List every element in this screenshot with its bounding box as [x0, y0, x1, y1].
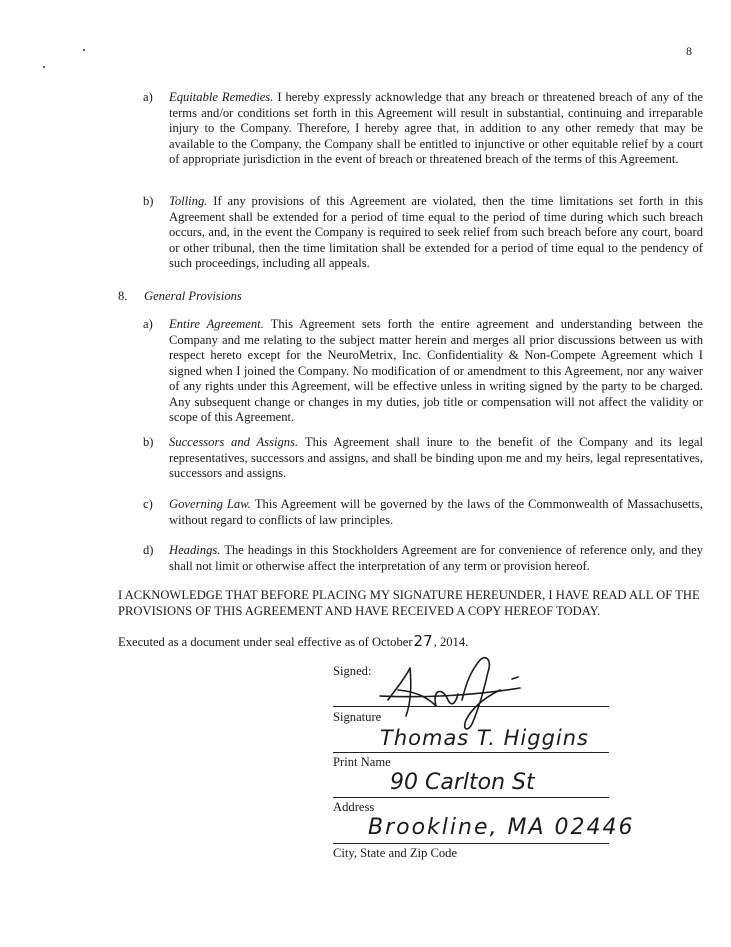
- city-state-zip-label: City, State and Zip Code: [333, 846, 458, 860]
- handwritten-print-name: Thomas T. Higgins: [380, 726, 589, 750]
- signature-label: Signature: [333, 710, 382, 724]
- handwritten-city-state-zip: Brookline, MA 02446: [368, 815, 635, 840]
- clause-label: c): [143, 497, 153, 511]
- clause-title: Successors and Assigns.: [169, 435, 299, 449]
- clause-label: a): [143, 317, 153, 331]
- executed-day-handwritten: 27: [413, 632, 433, 650]
- clause-title: Equitable Remedies.: [169, 90, 274, 104]
- clause-label: d): [143, 543, 154, 557]
- clause-title: Entire Agreement.: [169, 317, 264, 331]
- signed-label: Signed:: [333, 664, 372, 678]
- acknowledgement-text: I ACKNOWLEDGE THAT BEFORE PLACING MY SIGNATURE HEREUNDER, I HAVE READ ALL OF THE PROVISIONS OF THIS AGREEMENT AND HAVE RECEIVED A COPY HEREOF TODAY.: [118, 588, 700, 618]
- clause-label: a): [143, 90, 153, 104]
- address-label: Address: [333, 800, 375, 814]
- clause-text: This Agreement will be governed by the laws of the Commonwealth of Massachusetts, without regard to conflicts of law principles.: [169, 497, 703, 527]
- clause-title: Headings.: [169, 543, 221, 557]
- clause-text: If any provisions of this Agreement are violated, then the time limitations set forth in this Agreement shall be extended for a period of time equal to the period of time during which such breach occurs, and, in the event the Company is required to seek relief from such breach before any court, board or other tribunal, then the time limitation shall be extended for a period of time equal to the pendency of such proceedings, including all appeals.: [169, 194, 703, 270]
- city-state-zip-line: [333, 843, 609, 844]
- clause-text: This Agreement shall inure to the benefit of the Company and its legal representatives, successors and assigns, and shall be binding upon me and my heirs, legal representatives, successors and assigns.: [169, 435, 703, 480]
- clause-title: Governing Law.: [169, 497, 251, 511]
- page-number: 8: [686, 44, 692, 58]
- address-line: [333, 797, 609, 798]
- handwritten-address: 90 Carlton St: [390, 770, 535, 795]
- print-name-label: Print Name: [333, 755, 391, 769]
- section-title: General Provisions: [144, 289, 242, 303]
- clause-text: This Agreement sets forth the entire agreement and understanding between the Company and me relating to the subject matter herein and merges all prior discussions between us with respect hereto except for the NeuroMetrix, Inc. Confidentiality & Non-Compete Agreement which I signed when I joined the Company. No modification of or amendment to this Agreement, nor any waiver of any rights under this Agreement, will be effective unless in writing signed by the party to be charged. Any subsequent change or changes in my duties, job title or compensation will not affect the validity or scope of this Agreement.: [169, 317, 703, 424]
- clause-title: Tolling.: [169, 194, 208, 208]
- clause-label: b): [143, 435, 154, 449]
- signature-line: [333, 706, 609, 707]
- executed-suffix: , 2014.: [433, 635, 469, 649]
- clause-text: The headings in this Stockholders Agreement are for convenience of reference only, and they shall not limit or otherwise affect the interpretation of any term or provision hereof.: [169, 543, 704, 573]
- clause-text: I hereby expressly acknowledge that any breach or threatened breach of any of the terms and/or conditions set forth in this Agreement will result in substantial, continuing and irreparable injury to the Company. Therefore, I hereby agree that, in addition to any other remedy that may be available to the Company, the Company shall be entitled to injunctive or other equitable relief by a court of appropriate jurisdiction in the event of breach or threatened breach of the terms of this Agreement.: [169, 90, 703, 166]
- clause-label: b): [143, 194, 154, 208]
- executed-prefix: Executed as a document under seal effective as of October: [118, 635, 413, 649]
- print-name-line: [333, 752, 609, 753]
- section-number: 8.: [118, 289, 128, 303]
